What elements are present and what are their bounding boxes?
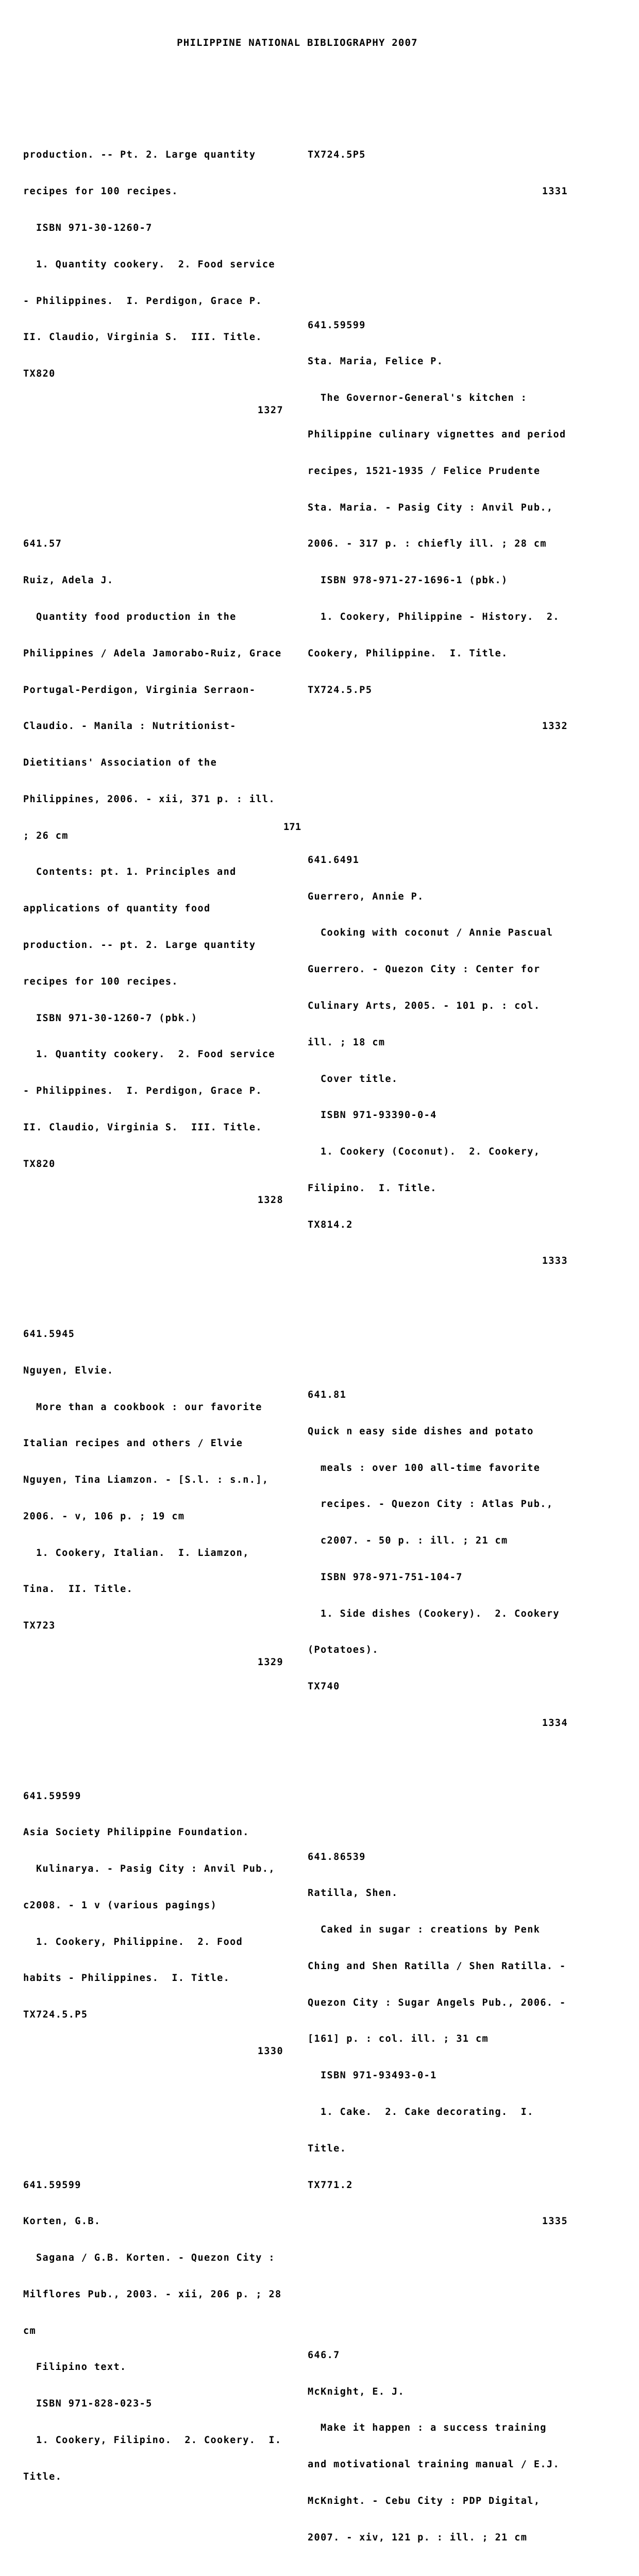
entry-note: Cover title. [321,1073,398,1084]
entry-note: Contents: pt. 1. Principles and [36,867,237,878]
entry-line: (Potatoes). [308,1645,379,1656]
catalog-entry [23,2155,283,2507]
entry-line: Philippines / Adela Jamorabo-Ruiz, Grace [23,648,282,659]
entry-subjects: 1. Quantity cookery. 2. Food service [36,1049,275,1060]
entry-classification: 641.5945 [23,1328,75,1340]
catalog-entry [23,1304,283,1693]
catalog-entry [308,2325,568,2568]
entry-line: Ching and Shen Ratilla / Shen Ratilla. - [308,1960,566,1972]
catalog-entry [308,1365,568,1754]
entry-call-number: TX814.2 [308,1219,353,1230]
entry-line: recipes for 100 recipes. [23,186,178,197]
entry-title: More than a cookbook : our favorite [36,1401,262,1413]
entry-line: II. Claudio, Virginia S. III. Title. [23,1122,262,1133]
catalog-entry [308,1826,568,2252]
entry-number: 1329 [257,1657,283,1668]
entry-subjects: 1. Cake. 2. Cake decorating. I. [321,2106,534,2117]
entry-call-number: TX724.5P5 [308,149,366,161]
entry-line: c2007. - 50 p. : ill. ; 21 cm [321,1535,508,1547]
entry-line: Guerrero. - Quezon City : Center for [308,964,541,975]
entry-line: Philippines, 2006. - xii, 371 p. : ill. [23,793,275,805]
entry-line: [161] p. : col. ill. ; 31 cm [308,2033,489,2045]
entry-line: - Philippines. I. Perdigon, Grace P. [23,295,262,307]
right-column [308,100,568,2576]
entry-title: Kulinarya. - Pasig City : Anvil Pub., [36,1863,275,1875]
entry-line: ill. ; 18 cm [308,1037,385,1048]
entry-line: meals : over 100 all-time favorite [321,1462,541,1473]
entry-classification: 641.57 [23,538,62,550]
entry-classification: 641.59599 [23,1790,81,1802]
entry-number: 1328 [257,1195,283,1206]
entry-classification: 641.59599 [308,319,366,331]
entry-line: c2008. - 1 v (various pagings) [23,1900,217,1911]
entry-isbn: ISBN 971-828-023-5 [36,2398,153,2410]
entry-title: Make it happen : a success training [321,2422,547,2434]
entry-line: Culinary Arts, 2005. - 101 p. : col. [308,1000,541,1011]
entry-line: recipes, 1521-1935 / Felice Prudente [308,465,541,477]
entry-line: recipes for 100 recipes. [23,976,178,987]
entry-subjects: 1. Side dishes (Cookery). 2. Cookery [321,1608,560,1619]
entry-isbn: ISBN 978-971-751-104-7 [321,1571,463,1583]
entry-line: Milflores Pub., 2003. - xii, 206 p. ; 28 [23,2289,282,2300]
page-header: PHILIPPINE NATIONAL BIBLIOGRAPHY 2007 [177,37,418,48]
entry-classification: 641.6491 [308,854,360,866]
entry-line: Nguyen, Tina Liamzon. - [S.l. : s.n.], [23,1475,269,1486]
entry-number: 1330 [257,2046,283,2057]
entry-number: 1331 [542,186,568,197]
entry-number: 1332 [542,721,568,732]
entry-classification: 646.7 [308,2349,340,2361]
entry-call-number: TX740 [308,1681,340,1692]
entry-author: Asia Society Philippine Foundation. [23,1827,249,1838]
left-column [23,100,283,2519]
entry-title: Quantity food production in the [36,611,237,622]
entry-title: Cooking with coconut / Annie Pascual [321,927,553,939]
entry-number: 1335 [542,2216,568,2227]
entry-isbn: ISBN 971-30-1260-7 (pbk.) [36,1012,198,1024]
entry-line: habits - Philippines. I. Title. [23,1973,230,1984]
entry-title: Sagana / G.B. Korten. - Quezon City : [36,2252,275,2264]
entry-line: Quezon City : Sugar Angels Pub., 2006. - [308,1997,566,2008]
entry-title: Quick n easy side dishes and potato [308,1426,534,1437]
entry-line: applications of quantity food [23,903,211,914]
entry-line: ; 26 cm [23,830,69,841]
page-number: 171 [283,821,301,833]
entry-line: 2006. - 317 p. : chiefly ill. ; 28 cm [308,538,547,550]
entry-line: Dietitians' Association of the [23,757,217,769]
entry-line: and motivational training manual / E.J. [308,2459,560,2470]
entry-subjects: 1. Cookery, Italian. I. Liamzon, [36,1547,249,1558]
entry-line: Sta. Maria. - Pasig City : Anvil Pub., [308,502,553,513]
entry-author: Korten, G.B. [23,2216,101,2227]
entry-subjects: 1. Quantity cookery. 2. Food service [36,259,275,270]
entry-author: Sta. Maria, Felice P. [308,356,444,367]
entry-line: 2006. - v, 106 p. ; 19 cm [23,1511,185,1522]
catalog-entry [308,295,568,757]
entry-title: Caked in sugar : creations by Penk [321,1924,541,1936]
entry-line: Title. [23,2471,62,2482]
entry-line: cm [23,2325,37,2336]
entry-author: McKnight, E. J. [308,2386,405,2397]
entry-note: Filipino text. [36,2362,127,2373]
entry-line: Italian recipes and others / Elvie [23,1438,243,1449]
entry-title: The Governor-General's kitchen : [321,393,528,404]
entry-author: Guerrero, Annie P. [308,891,424,902]
entry-author: Nguyen, Elvie. [23,1365,114,1376]
entry-line: Philippine culinary vignettes and period [308,429,566,440]
entry-call-number: TX771.2 [308,2179,353,2191]
entry-call-number: TX820 [23,368,56,380]
entry-line: Filipino. I. Title. [308,1182,437,1194]
entry-classification: 641.86539 [308,1851,366,1862]
entry-subjects: 1. Cookery, Philippine. 2. Food [36,1936,243,1947]
entry-call-number: TX724.5.P5 [308,684,373,696]
entry-isbn: ISBN 971-30-1260-7 [36,222,153,233]
entry-classification: 641.81 [308,1389,347,1400]
entry-isbn: ISBN 971-93390-0-4 [321,1110,437,1121]
entry-line: - Philippines. I. Perdigon, Grace P. [23,1086,262,1097]
entry-line: Claudio. - Manila : Nutritionist- [23,721,237,732]
entry-subjects: 1. Cookery, Filipino. 2. Cookery. I. [36,2435,282,2446]
entry-line: production. -- pt. 2. Large quantity [23,939,256,951]
entry-number: 1333 [542,1256,568,1267]
entry-line: Title. [308,2143,347,2154]
entry-line: production. -- Pt. 2. Large quantity [23,149,256,161]
entry-line: 2007. - xiv, 121 p. : ill. ; 21 cm [308,2532,528,2543]
entry-subjects: 1. Cookery (Coconut). 2. Cookery, [321,1146,541,1158]
entry-number: 1327 [257,404,283,416]
entry-subjects: 1. Cookery, Philippine - History. 2. [321,611,560,622]
entry-line: Portugal-Perdigon, Virginia Serraon- [23,684,256,696]
catalog-entry [308,125,568,222]
entry-isbn: ISBN 978-971-27-1696-1 (pbk.) [321,575,508,586]
entry-call-number: TX724.5.P5 [23,2009,88,2021]
entry-line: Tina. II. Title. [23,1584,133,1595]
entry-isbn: ISBN 971-93493-0-1 [321,2070,437,2081]
entry-line: McKnight. - Cebu City : PDP Digital, [308,2495,541,2506]
catalog-entry [23,514,283,1231]
entry-number: 1334 [542,1717,568,1728]
catalog-entry [308,830,568,1292]
entry-call-number: TX820 [23,1158,56,1170]
entry-line: II. Claudio, Virginia S. III. Title. [23,332,262,343]
catalog-entry [23,125,283,440]
entry-author: Ruiz, Adela J. [23,575,114,586]
entry-classification: 641.59599 [23,2179,81,2191]
entry-author: Ratilla, Shen. [308,1888,398,1899]
entry-call-number: TX723 [23,1620,56,1632]
catalog-entry [23,1766,283,2081]
entry-line: recipes. - Quezon City : Atlas Pub., [321,1499,553,1510]
entry-line: Cookery, Philippine. I. Title. [308,648,508,659]
